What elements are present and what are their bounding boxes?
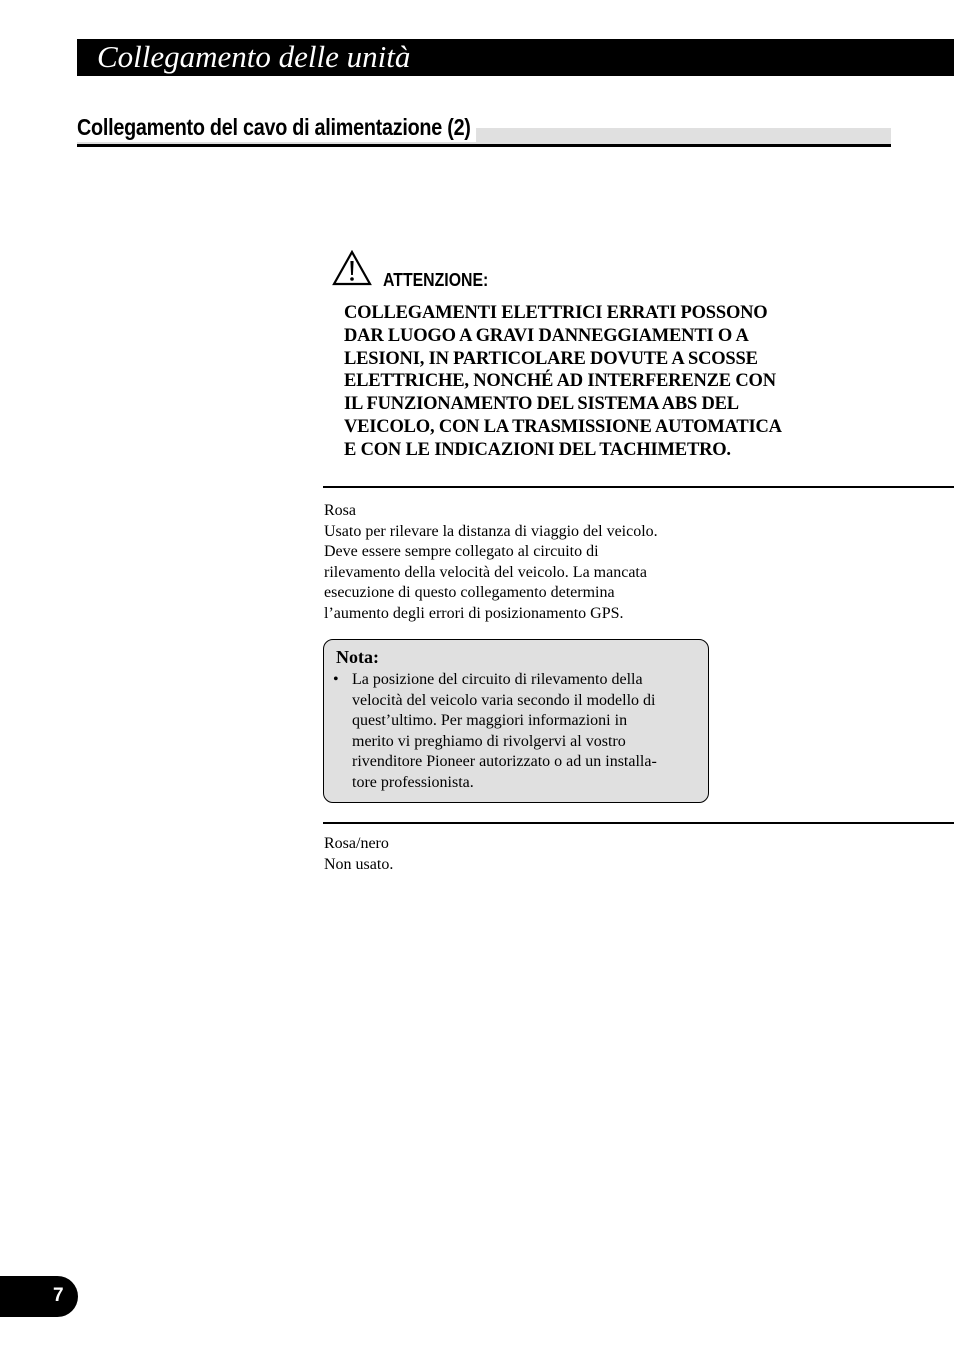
warning-triangle-icon bbox=[332, 250, 372, 286]
warning-line: COLLEGAMENTI ELETTRICI ERRATI POSSONO bbox=[344, 303, 768, 323]
chapter-header-bar bbox=[77, 39, 954, 76]
warning-line: ELETTRICHE, NONCHÉ AD INTERFERENZE CON bbox=[344, 371, 776, 392]
section-heading-rule bbox=[77, 144, 891, 147]
warning-line: LESIONI, IN PARTICOLARE DOVUTE A SCOSSE bbox=[344, 348, 758, 369]
wire-divider bbox=[323, 822, 954, 824]
wire-color-label: Rosa bbox=[324, 502, 356, 519]
note-line: La posizione del circuito di rilevamento della bbox=[352, 671, 643, 688]
wire-description-line: l’aumento degli errori di posizionamento GPS. bbox=[324, 604, 624, 622]
wire-description-line: Non usato. bbox=[324, 855, 394, 873]
wire-description-line: Usato per rilevare la distanza di viaggio del veicolo. bbox=[324, 522, 658, 540]
note-text bbox=[352, 670, 704, 794]
note-line: merito vi preghiamo di rivolgervi al vostro bbox=[352, 732, 626, 750]
warning-line: DAR LUOGO A GRAVI DANNEGGIAMENTI O A bbox=[344, 325, 749, 346]
note-title: Nota: bbox=[336, 647, 379, 667]
warning-line: VEICOLO, CON LA TRASMISSIONE AUTOMATICA bbox=[344, 416, 782, 437]
warning-text bbox=[344, 302, 844, 462]
wire-description-line: esecuzione di questo collegamento determina bbox=[324, 584, 615, 602]
warning-label: ATTENZIONE: bbox=[383, 270, 489, 290]
wire-description-line: rilevamento della velocità del veicolo. La mancata bbox=[324, 563, 647, 581]
warning-line: E CON LE INDICAZIONI DEL TACHIMETRO. bbox=[344, 439, 731, 460]
section-title: Collegamento del cavo di alimentazione (2) bbox=[77, 112, 476, 142]
wire-description bbox=[324, 522, 724, 625]
note-line: tore professionista. bbox=[352, 773, 474, 791]
wire-entry-rosa-nero bbox=[324, 834, 724, 875]
wire-description bbox=[324, 855, 724, 876]
chapter-title: Collegamento delle unità bbox=[97, 39, 411, 74]
note-line: rivenditore Pioneer autorizzato o ad un installa- bbox=[352, 753, 657, 771]
wire-divider bbox=[323, 486, 954, 488]
note-line: quest’ultimo. Per maggiori informazioni in bbox=[352, 712, 628, 730]
note-bullet: • bbox=[333, 671, 339, 688]
page-number-tab bbox=[0, 1276, 78, 1317]
page-number: 7 bbox=[53, 1285, 64, 1306]
warning-line: IL FUNZIONAMENTO DEL SISTEMA ABS DEL bbox=[344, 394, 739, 415]
wire-color-label: Rosa/nero bbox=[324, 835, 389, 852]
wire-entry-rosa bbox=[324, 501, 724, 625]
note-box bbox=[323, 639, 709, 803]
wire-description-line: Deve essere sempre collegato al circuito di bbox=[324, 543, 599, 561]
note-line: velocità del veicolo varia secondo il modello di bbox=[352, 691, 656, 709]
